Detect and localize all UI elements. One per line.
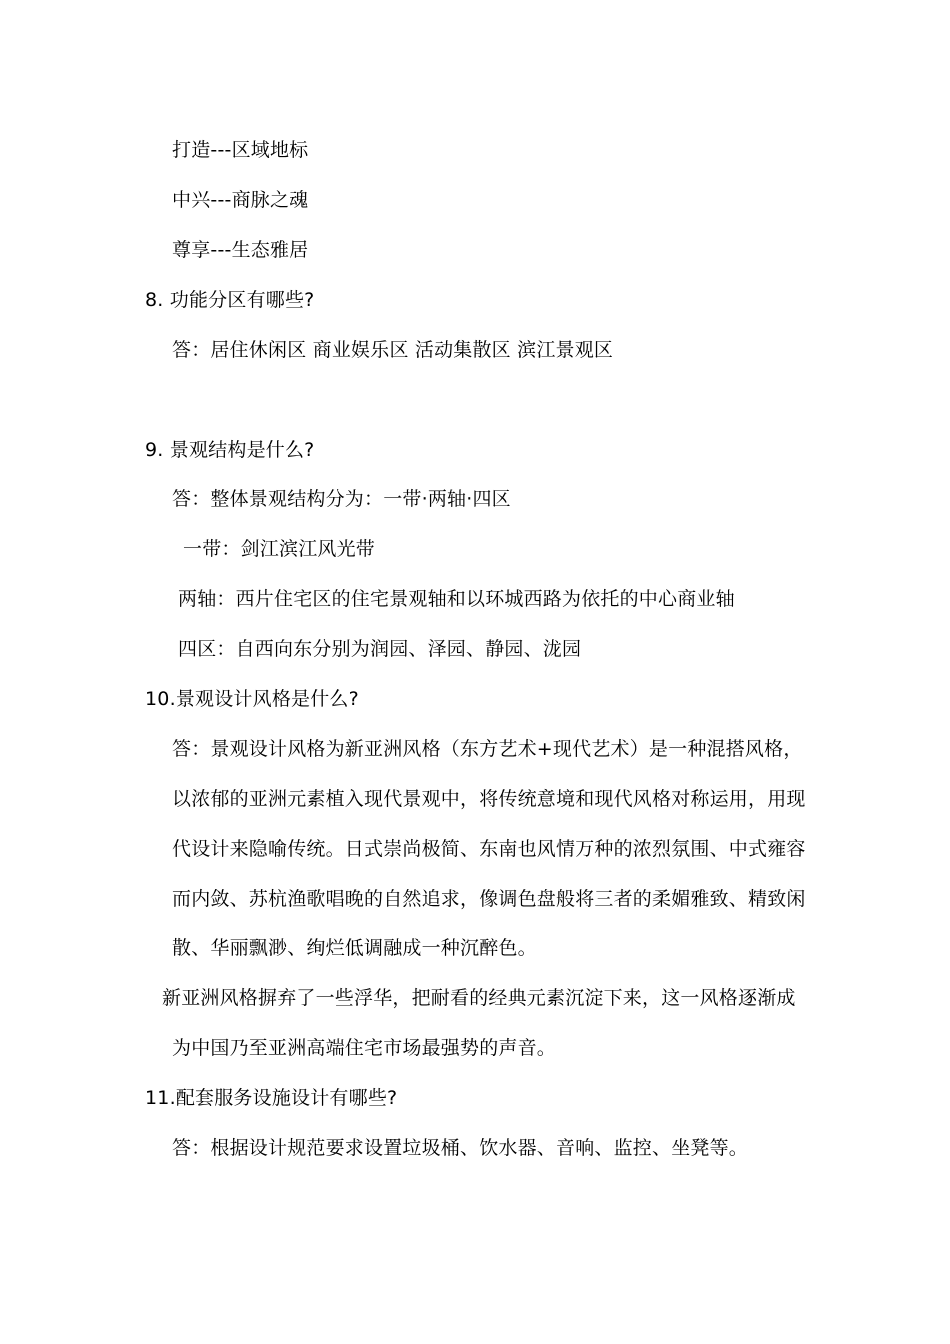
text-line: 两轴：西片住宅区的住宅景观轴和以环城西路为依托的中心商业轴: [178, 588, 735, 610]
text-line: 打造---区域地标: [172, 139, 309, 161]
question-8: 8. 功能分区有哪些?: [145, 289, 315, 311]
text-line: 新亚洲风格摒弃了一些浮华，把耐看的经典元素沉淀下来，这一风格逐渐成: [162, 987, 796, 1009]
text-line: 四区：自西向东分别为润园、泽园、静园、泷园: [178, 638, 582, 660]
question-9: 9. 景观结构是什么?: [145, 439, 315, 461]
text-line: 代设计来隐喻传统。日式崇尚极简、东南也风情万种的浓烈氛围、中式雍容: [172, 838, 806, 860]
answer-8: 答：居住休闲区 商业娱乐区 活动集散区 滨江景观区: [172, 339, 614, 361]
question-10: 10.景观设计风格是什么?: [145, 688, 359, 710]
answer-9: 答：整体景观结构分为：一带·两轴·四区: [172, 488, 511, 510]
text-line: 中兴---商脉之魂: [172, 189, 309, 211]
text-line: 散、华丽飘渺、绚烂低调融成一种沉醉色。: [172, 937, 537, 959]
answer-11: 答：根据设计规范要求设置垃圾桶、饮水器、音响、监控、坐凳等。: [172, 1137, 749, 1159]
text-line: 为中国乃至亚洲高端住宅市场最强势的声音。: [172, 1037, 557, 1059]
text-line: 而内敛、苏杭渔歌唱晚的自然追求，像调色盘般将三者的柔媚雅致、精致闲: [172, 888, 806, 910]
text-line: 以浓郁的亚洲元素植入现代景观中，将传统意境和现代风格对称运用，用现: [172, 788, 806, 810]
question-11: 11.配套服务设施设计有哪些?: [145, 1087, 398, 1109]
text-line: 尊享---生态雅居: [172, 239, 309, 261]
text-line: 一带：剑江滨江风光带: [183, 538, 376, 560]
answer-10: 答：景观设计风格为新亚洲风格（东方艺术+现代艺术）是一种混搭风格，: [172, 738, 803, 760]
